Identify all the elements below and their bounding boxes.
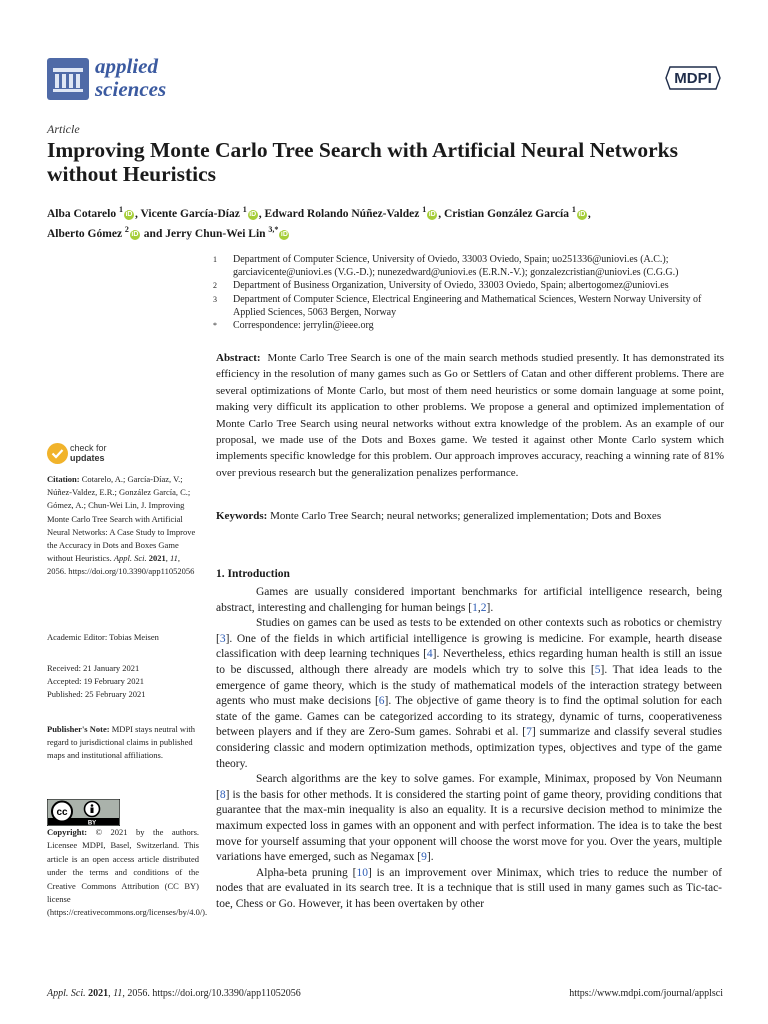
mdpi-logo-icon: [664, 64, 722, 92]
journal-name-line1: applied: [95, 54, 158, 78]
svg-text:cc: cc: [56, 807, 68, 818]
journal-logo-icon: [47, 58, 89, 100]
author-name: Alba Cotarelo: [47, 207, 119, 220]
publisher-name: MDPI: [674, 70, 712, 87]
copyright-text: © 2021 by the authors. Licensee MDPI, Basel, Switzerland. This article is an open access article distributed under the terms and conditions of the Creative Commons Attribution (CC BY) license (https://creativecommons.org/licenses/by/4.0/).: [47, 827, 208, 918]
reference-link[interactable]: 4: [426, 648, 433, 661]
cc-by-icon: [47, 799, 120, 826]
footer-doi: , 2056. https://doi.org/10.3390/app11052056: [122, 988, 301, 999]
affiliations: [213, 253, 728, 332]
body-paragraph: Alpha-beta pruning [10] is an improvement over Minimax, which tries to reduce the number of nodes that are evaluated in its search tree. It is a technique that is still used in many games such as Tic-tac-toe, Chess or Go. However, it has been overtaken by other: [216, 866, 722, 910]
reference-link[interactable]: 1: [472, 601, 478, 614]
affiliation-text: Department of Business Organization, University of Oviedo, 33003 Oviedo, Spain; albertogomez@uniovi.es: [233, 280, 669, 292]
published-date: Published: 25 February 2021: [47, 689, 146, 700]
article-type: Article: [47, 122, 80, 136]
section-heading: 1. Introduction: [216, 568, 290, 580]
publisher-logo: [664, 64, 722, 92]
reference-link[interactable]: 9: [421, 851, 427, 864]
footer-citation: Appl. Sci. 2021, 11, 2056. https://doi.org/10.3390/app11052056: [47, 988, 301, 999]
affiliation-text: Department of Computer Science, Electrical Engineering and Mathematical Sciences, Western Norway University of Applied Sciences, 5063 Bergen, Norway: [233, 293, 702, 318]
reference-link[interactable]: 3: [219, 632, 226, 645]
body-paragraph: Games are usually considered important benchmarks for artificial intelligence research, being abstract, interesting and challenging for human beings [1,2].: [216, 586, 722, 614]
abstract-label: Abstract:: [216, 352, 261, 364]
footer-journal: Appl. Sci.: [47, 988, 86, 999]
check-for-updates-label: [70, 444, 107, 463]
abstract-text: Monte Carlo Tree Search is one of the main search methods studied presently. It has demonstrated its efficiency in the resolution of many games such as Go or Settlers of Catan and other different problems. There are several optimizations of Monte Carlo, but most of them need heuristics or some domain language at some point, making very difficult its application to other problems. We propose a general and optimized implementation of Monte Carlo Tree Search using neural networks without extra knowledge of the problem. As an example of our proposal, we made use of the Dots and Boxes game. We tested it against other Monte Carlo system which implements specific knowledge for this problem. Our approach improves accuracy, reaching a winning rate of 81% over previous research but the generalization penalizes performance.: [216, 352, 725, 479]
keywords: [216, 508, 724, 524]
affiliation-text: Correspondence: jerrylin@ieee.org: [233, 320, 374, 332]
affiliation-number: 2: [213, 281, 217, 291]
cc-by-label: BY: [87, 820, 97, 826]
body-paragraph: Search algorithms are the key to solve games. For example, Minimax, proposed by Von Neumann [8] is the basis for other methods. It is considered the starting point of game theory, providing conditions that guarantee that the max-min inequality is also an equality. It is a recursive decision method to minimize the maximum expected loss in games with an opponent and with perfect information. The idea is to take the best move for yourself assuming that your opponent will choose the worst move for you. Over the years, multiple variations have emerged, such as Negamax [9].: [216, 773, 722, 864]
publisher-note-label: Publisher's Note:: [47, 724, 110, 734]
orcid-icon[interactable]: iD: [428, 210, 436, 218]
affiliation-number: 3: [213, 294, 217, 304]
keywords-text: Monte Carlo Tree Search; neural networks; generalized implementation; Dots and Boxes: [270, 510, 662, 522]
citation-block: Citation: Cotarelo, A.; García-Díaz, V.; Núñez-Valdez, E.R.; González García, C.; Gómez, A.; Chun-Wei Lin, J. Improving Monte Carlo Tree Search with Artificial Neural Networks: A Case Study to Improve the Accuracy in Dots and Boxes Game without Heuristics. Appl. Sci. 2021, 11, 2056. https://doi.org/10.3390/app11052056: [47, 474, 196, 577]
body-text: [216, 585, 722, 912]
affiliation-number: *: [213, 321, 217, 331]
footer-url[interactable]: https://www.mdpi.com/journal/applsci: [569, 988, 723, 999]
paper-title: Improving Monte Carlo Tree Search with Artificial Neural Networks without Heuristics: [47, 138, 678, 186]
citation-volume: 11: [170, 553, 178, 564]
orcid-icon[interactable]: iD: [280, 230, 288, 238]
reference-link[interactable]: 2: [480, 601, 487, 614]
academic-editor: Academic Editor: Tobias Meisen: [47, 632, 159, 642]
dates: [47, 662, 199, 702]
author-affiliation-marker: 3,*: [268, 224, 279, 234]
abstract: [216, 350, 724, 481]
author-name: Alberto Gómez: [47, 227, 125, 240]
author-name: Jerry Chun-Wei Lin: [165, 227, 269, 240]
citation-doi: , 2056. https://doi.org/10.3390/app11052056: [47, 553, 195, 577]
citation-year: 2021: [148, 553, 166, 564]
author-list: Alba Cotarelo $^1$iD , Vicente García-Díaz $^1$iD , Edward Rolando Núñez-Valdez $^1$iD , Cristian González García $^1$iD , Alberto Gómez $^2$iD and Jerry Chun-Wei Lin $^{3,*}$iD: [47, 205, 591, 240]
keywords-label: Keywords:: [216, 510, 268, 522]
affiliation-item: [213, 319, 728, 332]
orcid-icon[interactable]: iD: [578, 210, 586, 218]
citation-label: Citation:: [47, 474, 80, 484]
citation-text: Cotarelo, A.; García-Díaz, V.; Núñez-Valdez, E.R.; González García, C.; Gómez, A.; Chun-Wei Lin, J. Improving Monte Carlo Tree Search with Artificial Neural Networks: A Case Study to Improve the Accuracy in Dots and Boxes Game without Heuristics.: [47, 474, 196, 564]
affiliation-text: Department of Computer Science, University of Oviedo, 33003 Oviedo, Spain; uo251336@uniovi.es (A.C.); garciavicente@uniovi.es (V.G.-D.); nunezedward@uniovi.es (E.R.N.-V.); gonzalezcristian@uniovi.es (C.G.G.): [233, 254, 679, 279]
journal-name-line2: sciences: [95, 77, 167, 101]
author-conjunction: and: [140, 227, 166, 240]
author-affiliation-marker: 1: [422, 205, 427, 214]
check-line1: check for: [70, 443, 107, 453]
cc-by-license-badge[interactable]: [47, 799, 120, 826]
affiliation-number: 1: [213, 255, 217, 264]
check-for-updates-badge[interactable]: [47, 443, 117, 467]
orcid-icon[interactable]: iD: [249, 210, 257, 218]
body-paragraph: Studies on games can be used as tests to be extended on other contexts such as robotics or chemistry [3]. One of the fields in which artificial intelligence is growing is medicine. For example, hearth disease classification with deep learning techniques [4]. Nevertheless, ethics regarding human health is still an issue to be discussed, although there already are models which try to solve this [5]. That idea leads to the emergence of game theory, which is the study of mathematical models of the interaction strategy between agents who must make decisions [6]. The objective of game theory is to find the optimal solution for each state of the game. Games can be categorized according to its strategy, dynamic of turns, cooperativeness between players and if they are Zero-Sum games. Sohrabi et al. [7] summarize and classify several studies considering classic and modern optimization methods, optimization types, objectives and type of the game theory.: [216, 617, 722, 770]
journal-logo: [47, 58, 89, 100]
author-name: Vicente García-Díaz: [140, 207, 243, 220]
reference-link[interactable]: 6: [378, 695, 385, 708]
affiliation-item: [213, 293, 728, 319]
author-affiliation-marker: 1: [571, 205, 576, 214]
accepted-date: Accepted: 19 February 2021: [47, 676, 145, 687]
author-name: Edward Rolando Núñez-Valdez: [264, 207, 423, 220]
check-line2: updates: [70, 452, 105, 463]
copyright-notice: [47, 826, 208, 920]
journal-name: [95, 55, 166, 101]
reference-link[interactable]: 8: [219, 788, 226, 801]
reference-link[interactable]: 10: [356, 866, 368, 879]
affiliation-item: [213, 253, 728, 279]
orcid-icon[interactable]: iD: [131, 230, 139, 238]
publisher-note: [47, 723, 199, 763]
author-affiliation-marker: 1: [118, 205, 123, 214]
author-affiliation-marker: 1: [242, 205, 247, 214]
received-date: Received: 21 January 2021: [47, 663, 140, 673]
reference-link[interactable]: 7: [526, 726, 532, 739]
reference-link[interactable]: 5: [594, 663, 601, 676]
footer-volume: 11: [113, 988, 123, 999]
author-name: Cristian González García: [443, 207, 572, 220]
affiliation-item: [213, 279, 728, 292]
page-footer: [47, 988, 723, 999]
check-icon: [47, 443, 68, 464]
copyright-label: Copyright:: [47, 827, 88, 837]
footer-year: 2021: [88, 988, 109, 999]
publisher-note-text: MDPI stays neutral with regard to jurisdictional claims in published maps and institutional affiliations.: [47, 724, 196, 761]
author-affiliation-marker: 2: [124, 224, 129, 234]
citation-journal: Appl. Sci.: [113, 553, 147, 564]
orcid-icon[interactable]: iD: [125, 210, 133, 218]
